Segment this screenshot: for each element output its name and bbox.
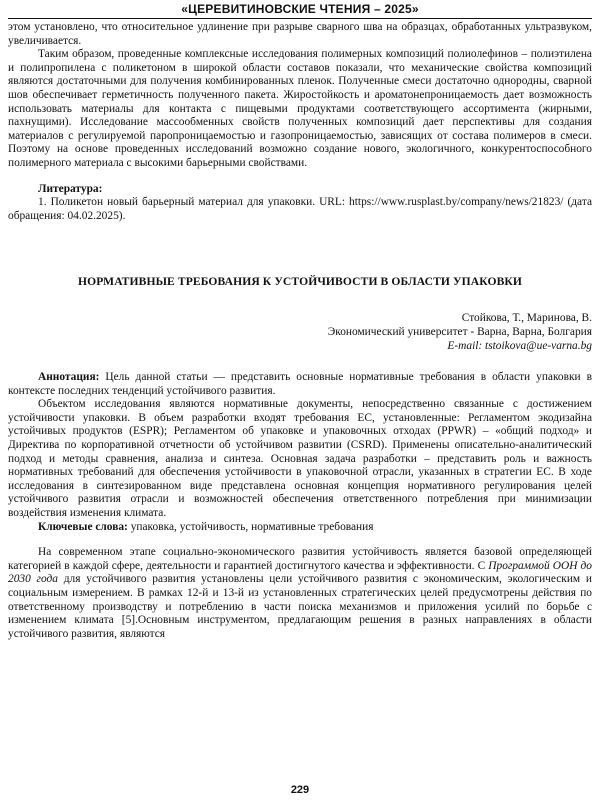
body-text-italic: Программой ООН до 2030 года <box>8 559 592 586</box>
running-header: «ЦЕРЕВИТИНОВСКИЕ ЧТЕНИЯ – 2025» <box>181 2 419 16</box>
reference-item: 1. Поликетон новый барьерный материал для упаковки. URL: https://www.rusplast.by/company/news/21823/ (дата обращения: 04.02.2025). <box>8 196 592 222</box>
prev-paragraph-1: этом установлено, что относительное удлинение при разрыве сварного шва на образцах, обработанных ультразвуком, увеличивается. <box>8 21 592 47</box>
author-email: E-mail: tstoikova@ue-varna.bg <box>447 339 592 352</box>
article-title: НОРМАТИВНЫЕ ТРЕБОВАНИЯ К УСТОЙЧИВОСТИ В ОБЛАСТИ УПАКОВКИ <box>77 275 523 289</box>
keywords-text: упаковка, устойчивость, нормативные требования <box>127 520 374 533</box>
body-text-a: На современном этапе социально-экономического развития устойчивость является базовой определяющей категорией в каждой сфере, деятельности и гарантией достигнутого качества и эффективности. С <box>8 546 592 572</box>
abstract-paragraph <box>8 371 592 398</box>
header-rule <box>8 18 592 19</box>
page-number: 229 <box>290 784 310 796</box>
affiliation: Экономический университет - Варна, Варна, Болгария <box>327 325 592 338</box>
abstract-section <box>8 371 592 534</box>
keywords-label: Ключевые слова: <box>38 520 128 533</box>
keywords-paragraph <box>8 521 592 535</box>
abstract-text: Цель данной статьи — представить основные нормативные требования в области упаковки в контексте последних тенденций устойчивого развития. <box>8 371 592 397</box>
references-section <box>8 183 592 224</box>
prev-paragraph-2: Таким образом, проведенные комплексные исследования полимерных композиций полиолефинов – полиэтилена и полипропилена с поликетоном в широкой области составов показали, что механические свойства композиций являются достаточными для получения комбинированных пленок. Полученные смеси достаточно однородны, сварной шов обеспечивает герметичность полученного пакета. Жиростойкость и ароматонепроницаемость дает возможность использовать материалы для контакта с пищевыми продуктами соответствующего ассортимента (жирными, пахнущими). Исследование массообменных свойств полученных композиций дает перспективы для создания материалов с регулируемой паропроницаемостью и газопроницаемостью, зависящих от состава полимеров в смеси. Поэтому на основе проведенных исследований возможно создание нового, экологичного, конкурентоспособного полимерного материала с высокими барьерными свойствами. <box>8 48 592 169</box>
references-title: Литература: <box>38 182 103 195</box>
authors: Стойкова, Т., Маринова, В. <box>461 312 592 325</box>
abstract-label: Аннотация: <box>38 371 100 384</box>
body-paragraph-1 <box>8 546 592 641</box>
byline <box>8 312 592 353</box>
body-text-b: для устойчивого развития установлены цели устойчивого развития с экономическим, экологическим и социальным измерением. В рамках 12-й и 13-й из установленных стратегических целей предусмотрены действия по ответственному производству и потреблению в части поиска механизмов и приложения усилий по борьбе с изменением климата [5].Основным инструментом, предлагающим решения в разных направлениях в области устойчивого развития, являются <box>8 573 593 640</box>
abstract-more: Объектом исследования являются нормативные документы, непосредственно связанные с достижением устойчивости упаковки. В объем разработки входят требования ЕС, установленные: Регламентом экодизайна устойчивых продуктов (ESPR); Регламентом об упаковке и упаковочных отходах (PPWR) – «общий подход» и Директива по корпоративной отчетности об устойчивом развитии (CSRD). Применены описательно-аналитический подход и методы сравнения, анализа и синтеза. Основная задача разработки – представить роль и важность нормативных требований для обеспечения устойчивости в упаковочной отрасли, указанных в стратегии ЕС. В ходе исследования в синтезированном виде представлена основная концепция нормативного регулирования целей устойчивого развития отрасли и возможностей обеспечения ответственного потребления при минимизации воздействия изменения климата. <box>8 398 592 520</box>
